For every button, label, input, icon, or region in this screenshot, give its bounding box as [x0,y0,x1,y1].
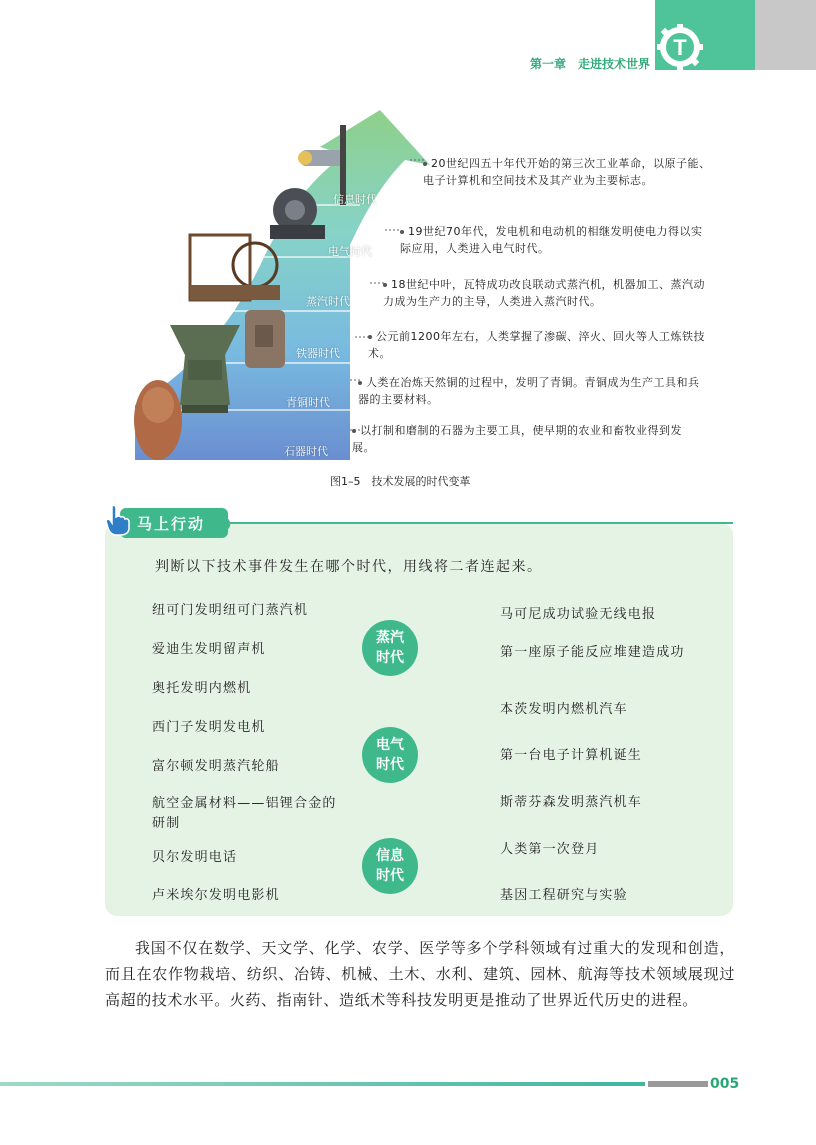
stone-tool-icon [134,380,182,460]
left-item[interactable]: 富尔顿发明蒸汽轮船 [152,759,280,774]
body-paragraph: 我国不仅在数学、天文学、化学、农学、医学等多个学科领域有过重大的发现和创造，而且在农作物栽培、纺织、冶铸、机械、土木、水利、建筑、园林、航海等技术领域展现过高超的技术水平。火药、指南针、造纸术等科技发明更是推动了世界近代历史的进程。 [105,939,735,1009]
era-note-iron: 公元前1200年左右，人类掌握了渗碳、淬火、回火等人工炼铁技术。 [368,330,705,360]
era-circle-line: 时代 [376,757,404,773]
era-label-steam: 蒸汽时代 [306,295,350,308]
left-item[interactable]: 卢米埃尔发明电影机 [152,888,280,903]
footer-rule [0,1082,645,1086]
era-note-bronze: 人类在冶炼天然铜的过程中，发明了青铜。青铜成为生产工具和兵器的主要材料。 [358,376,700,406]
chapter-number: 第一章 [530,57,567,71]
activity-instruction: 判断以下技术事件发生在哪个时代，用线将二者连起来。 [155,559,543,575]
era-circle-line: 时代 [376,868,404,884]
header-tab-gray [755,0,816,70]
era-circle-line: 信息 [376,848,404,864]
era-note-info: 20世纪四五十年代开始的第三次工业革命，以原子能、电子计算机和空间技术及其产业为主要标志。 [423,157,711,187]
right-item[interactable]: 马可尼成功试验无线电报 [500,607,657,622]
era-label-bronze: 青铜时代 [286,396,330,409]
era-note-steam: 18世纪中叶，瓦特成功改良联动式蒸汽机，机器加工、蒸汽动力成为生产力的主导，人类进入蒸汽时代。 [383,278,705,308]
page-number: 005 [710,1076,740,1092]
era-note-stone: 以打制和磨制的石器为主要工具，使早期的农业和畜牧业得到发展。 [352,424,682,454]
era-circle-electric[interactable] [362,727,418,783]
era-label-info: 信息时代 [333,193,377,206]
right-item[interactable]: 基因工程研究与实验 [500,888,628,903]
left-item[interactable]: 航空金属材料——铝锂合金的研制 [152,796,337,831]
footer-gray-bar [648,1081,708,1087]
era-circle-info[interactable] [362,838,418,894]
right-item[interactable]: 人类第一次登月 [500,842,600,857]
chapter-title: 走进技术世界 [578,57,651,71]
left-item[interactable]: 纽可门发明纽可门蒸汽机 [152,603,309,618]
logo-letter: T [673,35,687,60]
left-item[interactable]: 爱迪生发明留声机 [152,642,266,657]
chapter-heading [530,55,650,72]
era-circle-line: 电气 [376,737,404,753]
era-label-iron: 铁器时代 [296,347,340,360]
right-item[interactable]: 第一座原子能反应堆建造成功 [500,645,685,660]
era-label-stone: 石器时代 [284,445,328,458]
activity-title: 马上行动 [137,515,206,533]
era-label-electric: 电气时代 [328,245,372,258]
gear-logo-icon [655,22,705,72]
right-item[interactable]: 斯蒂芬森发明蒸汽机车 [500,795,643,810]
era-circle-steam[interactable] [362,620,418,676]
left-item[interactable]: 奥托发明内燃机 [152,681,252,696]
era-circle-line: 时代 [376,650,404,666]
iron-artifact-icon [245,310,285,368]
right-item[interactable]: 本茨发明内燃机汽车 [500,702,628,717]
era-note-electric: 19世纪70年代，发电机和电动机的相继发明使电力得以实际应用，人类进入电气时代。 [400,225,703,255]
activity-title-rule [230,522,733,524]
era-circle-line: 蒸汽 [376,630,404,646]
swirl-icon [215,516,231,532]
figure-caption: 图1–5 技术发展的时代变革 [330,475,471,488]
left-item[interactable]: 西门子发明发电机 [152,720,266,735]
pointing-hand-icon [104,504,132,536]
right-item[interactable]: 第一台电子计算机诞生 [500,748,643,763]
left-item[interactable]: 贝尔发明电话 [152,850,238,865]
